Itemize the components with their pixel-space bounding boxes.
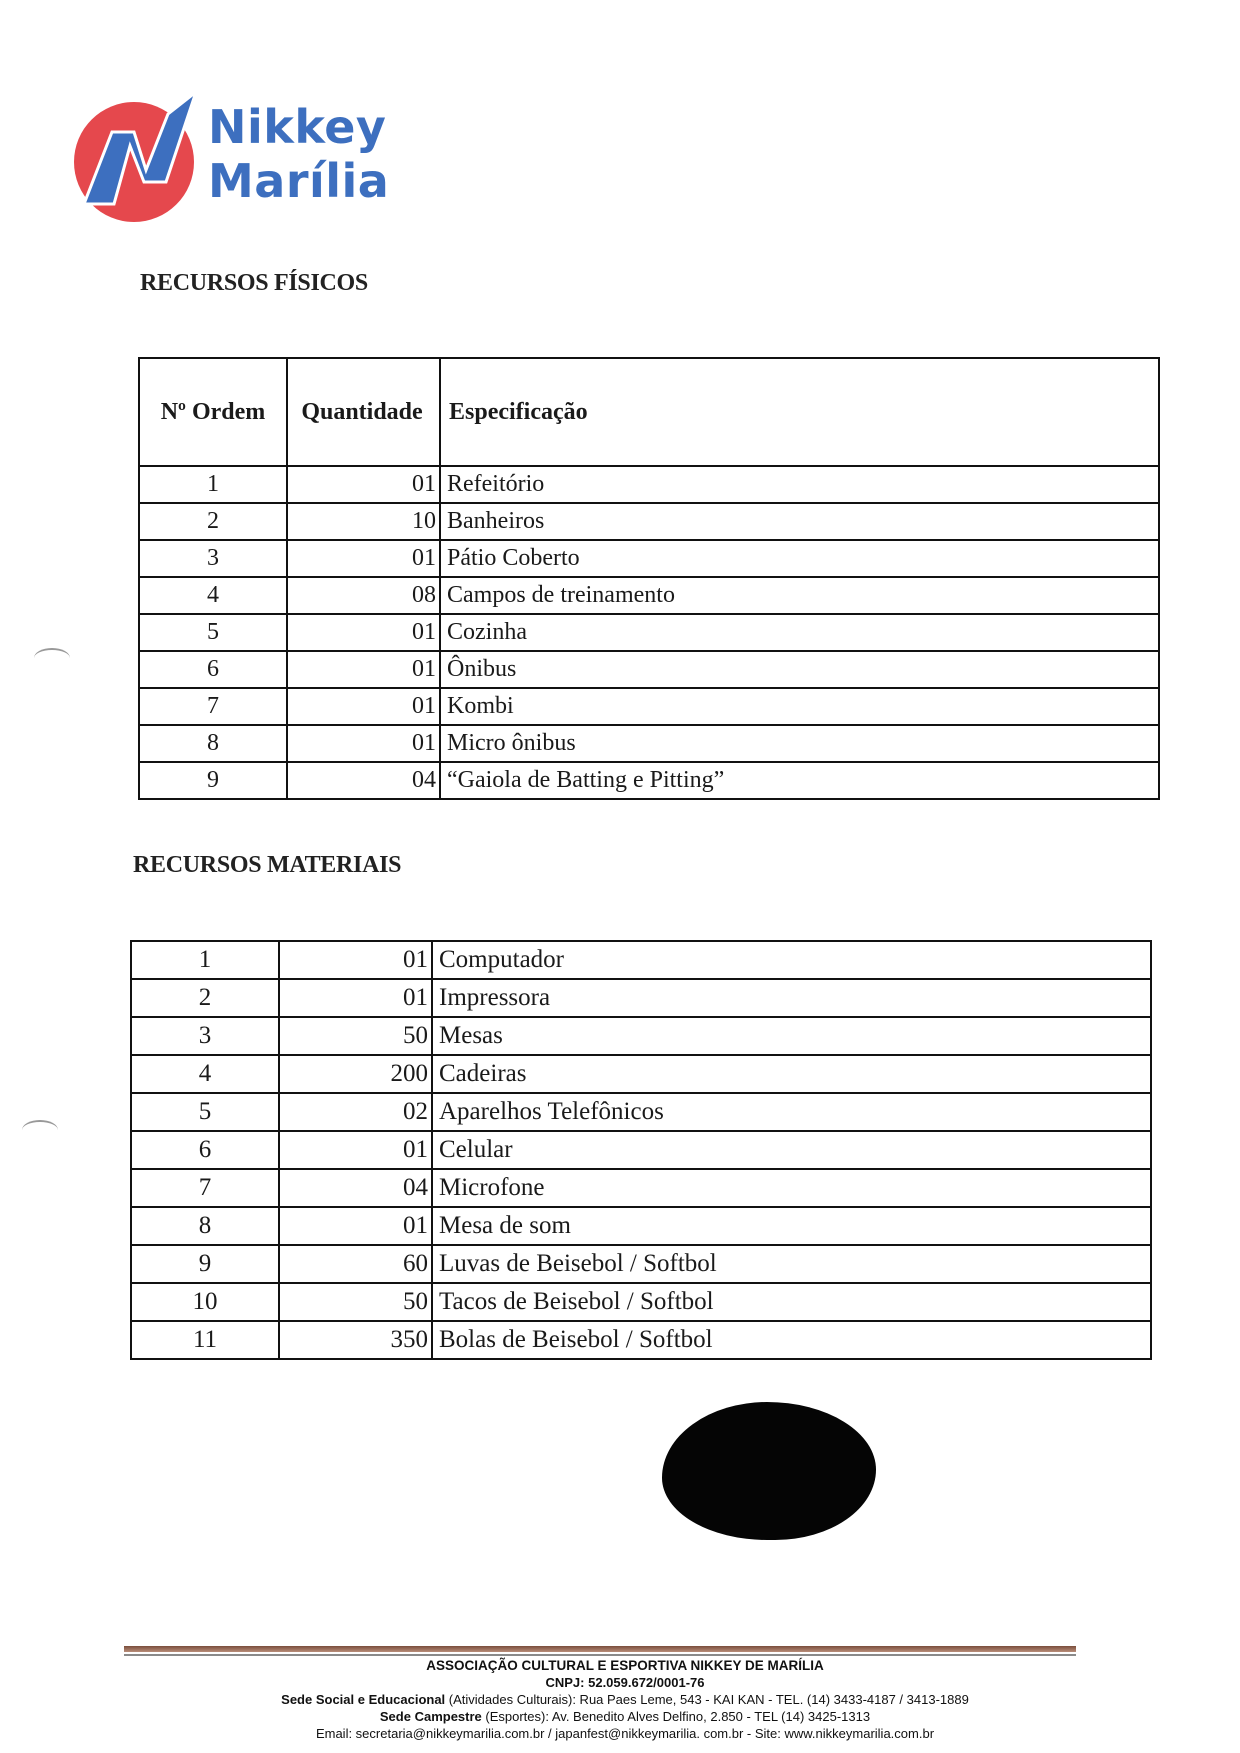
cell-especificacao: Mesas (432, 1017, 1151, 1055)
table-row (131, 1283, 1151, 1321)
logo-emblem-icon (72, 92, 204, 224)
table-row (131, 1245, 1151, 1283)
cell-quantidade: 01 (279, 941, 432, 979)
table-row (131, 1169, 1151, 1207)
cell-especificacao: Microfone (432, 1169, 1151, 1207)
footer-org-name: ASSOCIAÇÃO CULTURAL E ESPORTIVA NIKKEY DE MARÍLIA (426, 1658, 824, 1673)
cell-ordem: 4 (131, 1055, 279, 1093)
cell-quantidade: 02 (279, 1093, 432, 1131)
footer-sede-campestre (150, 1708, 1100, 1725)
table-row (139, 466, 1159, 503)
cell-quantidade: 01 (287, 651, 440, 688)
table-row (131, 1131, 1151, 1169)
cell-ordem: 1 (131, 941, 279, 979)
cell-ordem: 3 (131, 1017, 279, 1055)
table-row (139, 577, 1159, 614)
table-row (131, 1321, 1151, 1359)
footer-cnpj: CNPJ: 52.059.672/0001-76 (545, 1675, 705, 1690)
column-header-especificacao: Especificação (440, 358, 1159, 466)
table-row (139, 651, 1159, 688)
cell-quantidade: 01 (287, 614, 440, 651)
cell-especificacao: Pátio Coberto (440, 540, 1159, 577)
table-row (139, 762, 1159, 799)
cell-ordem: 1 (139, 466, 287, 503)
table-row (131, 1055, 1151, 1093)
cell-especificacao: Mesa de som (432, 1207, 1151, 1245)
cell-quantidade: 01 (287, 725, 440, 762)
footer-sede-campestre-label: Sede Campestre (379, 1709, 482, 1724)
cell-ordem: 8 (131, 1207, 279, 1245)
cell-ordem: 7 (131, 1169, 279, 1207)
recursos-materiais-rows (131, 941, 1151, 1359)
footer-divider (124, 1654, 1076, 1656)
cell-especificacao: Micro ônibus (440, 725, 1159, 762)
cell-ordem: 2 (131, 979, 279, 1017)
section-heading-recursos-fisicos: RECURSOS FÍSICOS (140, 270, 368, 296)
footer-sede-campestre-text: (Esportes): Av. Benedito Alves Delfino, 2.850 - TEL (14) 3425-1313 (481, 1709, 871, 1724)
logo-wordmark (208, 100, 389, 208)
nikkey-marilia-logo (72, 92, 392, 224)
footer (150, 1657, 1100, 1742)
cell-especificacao: Banheiros (440, 503, 1159, 540)
cell-especificacao: Computador (432, 941, 1151, 979)
section-heading-recursos-materiais: RECURSOS MATERIAIS (133, 852, 402, 878)
table-row (131, 941, 1151, 979)
table-row (139, 540, 1159, 577)
table-row (139, 688, 1159, 725)
cell-especificacao: Refeitório (440, 466, 1159, 503)
cell-especificacao: Ônibus (440, 651, 1159, 688)
table-row (131, 1207, 1151, 1245)
recursos-materiais-table (130, 940, 1152, 1360)
cell-quantidade: 04 (279, 1169, 432, 1207)
cell-quantidade: 200 (279, 1055, 432, 1093)
cell-quantidade: 50 (279, 1017, 432, 1055)
table-row (131, 1017, 1151, 1055)
cell-ordem: 6 (139, 651, 287, 688)
cell-ordem: 4 (139, 577, 287, 614)
cell-ordem: 9 (131, 1245, 279, 1283)
recursos-fisicos-table (138, 357, 1160, 800)
cell-quantidade: 10 (287, 503, 440, 540)
cell-especificacao: Campos de treinamento (440, 577, 1159, 614)
cell-especificacao: Kombi (440, 688, 1159, 725)
cell-especificacao: Bolas de Beisebol / Softbol (432, 1321, 1151, 1359)
recursos-fisicos-rows (139, 466, 1159, 799)
cell-ordem: 9 (139, 762, 287, 799)
cell-especificacao: Cadeiras (432, 1055, 1151, 1093)
cell-ordem: 10 (131, 1283, 279, 1321)
cell-ordem: 7 (139, 688, 287, 725)
cell-ordem: 11 (131, 1321, 279, 1359)
cell-quantidade: 01 (279, 1207, 432, 1245)
column-header-ordem: Nº Ordem (139, 358, 287, 466)
cell-ordem: 5 (139, 614, 287, 651)
cell-quantidade: 01 (287, 540, 440, 577)
cell-quantidade: 350 (279, 1321, 432, 1359)
table-header-row (139, 358, 1159, 466)
cell-quantidade: 01 (287, 688, 440, 725)
cell-ordem: 3 (139, 540, 287, 577)
cell-quantidade: 04 (287, 762, 440, 799)
table-row (139, 614, 1159, 651)
cell-especificacao: Aparelhos Telefônicos (432, 1093, 1151, 1131)
cell-ordem: 6 (131, 1131, 279, 1169)
table-row (139, 725, 1159, 762)
table-row (131, 979, 1151, 1017)
footer-contact: Email: secretaria@nikkeymarilia.com.br / japanfest@nikkeymarilia. com.br - Site: www.nikkeymarilia.com.br (315, 1726, 935, 1741)
footer-sede-social (150, 1691, 1100, 1708)
column-header-quantidade: Quantidade (287, 358, 440, 466)
cell-quantidade: 08 (287, 577, 440, 614)
cell-quantidade: 01 (279, 979, 432, 1017)
cell-especificacao: Luvas de Beisebol / Softbol (432, 1245, 1151, 1283)
cell-especificacao: Celular (432, 1131, 1151, 1169)
footer-sede-social-text: (Atividades Culturais): Rua Paes Leme, 543 - KAI KAN - TEL. (14) 3433-4187 / 3413-1889 (445, 1692, 969, 1707)
redacted-signature (662, 1402, 876, 1540)
logo-line-2: Marília (208, 154, 390, 208)
cell-quantidade: 01 (287, 466, 440, 503)
cell-especificacao: “Gaiola de Batting e Pitting” (440, 762, 1159, 799)
table-row (139, 503, 1159, 540)
logo-line-1: Nikkey (208, 100, 387, 154)
cell-quantidade: 50 (279, 1283, 432, 1321)
cell-especificacao: Tacos de Beisebol / Softbol (432, 1283, 1151, 1321)
footer-divider (124, 1646, 1076, 1652)
cell-ordem: 5 (131, 1093, 279, 1131)
cell-ordem: 8 (139, 725, 287, 762)
footer-sede-social-label: Sede Social e Educacional (281, 1692, 446, 1707)
table-row (131, 1093, 1151, 1131)
cell-especificacao: Impressora (432, 979, 1151, 1017)
cell-ordem: 2 (139, 503, 287, 540)
cell-especificacao: Cozinha (440, 614, 1159, 651)
scan-artifact (22, 1120, 58, 1140)
cell-quantidade: 01 (279, 1131, 432, 1169)
scan-artifact (34, 648, 70, 668)
cell-quantidade: 60 (279, 1245, 432, 1283)
